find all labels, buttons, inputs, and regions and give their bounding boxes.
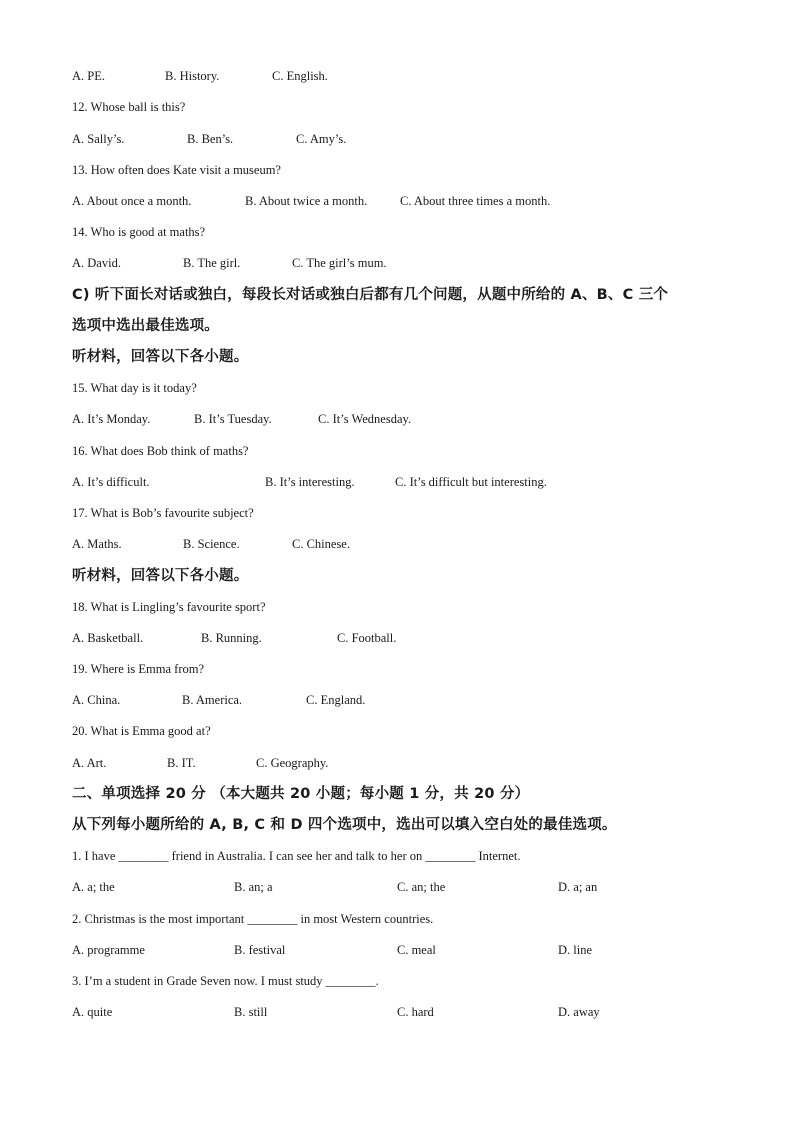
q20-option-c: C. Geography.	[256, 756, 329, 770]
q19-option-c: C. England.	[306, 693, 366, 707]
p1-option-a: A. a; the	[72, 880, 115, 894]
q11-option-b: B. History.	[165, 69, 220, 83]
q17-option-c: C. Chinese.	[292, 537, 350, 551]
p2-option-c: C. meal	[397, 943, 436, 957]
part2-title: 二、单项选择 20 分 （本大题共 20 小题；每小题 1 分，共 20 分）	[72, 786, 530, 802]
p3-option-b: B. still	[234, 1005, 268, 1019]
q16-option-b: B. It’s interesting.	[265, 475, 355, 489]
q19-stem: 19. Where is Emma from?	[72, 662, 205, 676]
q15-option-b: B. It’s Tuesday.	[194, 412, 272, 426]
q15-option-c: C. It’s Wednesday.	[318, 412, 412, 426]
part2-instruction: 从下列每小题所给的 A, B, C 和 D 四个选项中，选出可以填入空白处的最佳选项。	[72, 817, 617, 833]
q19-option-a: A. China.	[72, 693, 121, 707]
q15-stem: 15. What day is it today?	[72, 381, 197, 395]
q12-option-a: A. Sally’s.	[72, 132, 125, 146]
q13-option-a: A. About once a month.	[72, 194, 192, 208]
q18-option-a: A. Basketball.	[72, 631, 144, 645]
q20-option-a: A. Art.	[72, 756, 107, 770]
q13-stem: 13. How often does Kate visit a museum?	[72, 163, 281, 177]
q20-option-b: B. IT.	[167, 756, 196, 770]
q16-stem: 16. What does Bob think of maths?	[72, 444, 249, 458]
p2-option-a: A. programme	[72, 943, 145, 957]
q16-option-a: A. It’s difficult.	[72, 475, 150, 489]
q17-option-b: B. Science.	[183, 537, 240, 551]
p3-stem: 3. I’m a student in Grade Seven now. I must study ________.	[72, 974, 379, 988]
p1-stem: 1. I have ________ friend in Australia. I can see her and talk to her on ________ Internet.	[72, 849, 521, 863]
q11-option-a: A. PE.	[72, 69, 105, 83]
q17-stem: 17. What is Bob’s favourite subject?	[72, 506, 254, 520]
q15-option-a: A. It’s Monday.	[72, 412, 151, 426]
q18-option-c: C. Football.	[337, 631, 397, 645]
q14-option-c: C. The girl’s mum.	[292, 256, 387, 270]
q12-option-c: C. Amy’s.	[296, 132, 347, 146]
q11-option-c: C. English.	[272, 69, 328, 83]
q12-stem: 12. Whose ball is this?	[72, 100, 186, 114]
section-c-heading-line1: C) 听下面长对话或独白，每段长对话或独白后都有几个问题，从题中所给的 A、B、C 三个	[72, 287, 669, 303]
p1-option-b: B. an; a	[234, 880, 273, 894]
section-c-heading-line2: 选项中选出最佳选项。	[72, 318, 219, 334]
q14-option-a: A. David.	[72, 256, 121, 270]
q18-option-b: B. Running.	[201, 631, 262, 645]
q17-option-a: A. Maths.	[72, 537, 122, 551]
p2-option-b: B. festival	[234, 943, 286, 957]
q18-stem: 18. What is Lingling’s favourite sport?	[72, 600, 266, 614]
p3-option-d: D. away	[558, 1005, 600, 1019]
q14-stem: 14. Who is good at maths?	[72, 225, 206, 239]
section-c-instruction-1: 听材料，回答以下各小题。	[72, 349, 249, 365]
section-c-instruction-2: 听材料，回答以下各小题。	[72, 568, 249, 584]
q19-option-b: B. America.	[182, 693, 243, 707]
p3-option-c: C. hard	[397, 1005, 434, 1019]
p1-option-c: C. an; the	[397, 880, 446, 894]
p2-stem: 2. Christmas is the most important ________ in most Western countries.	[72, 912, 434, 926]
q13-option-c: C. About three times a month.	[400, 194, 551, 208]
p1-option-d: D. a; an	[558, 880, 598, 894]
q16-option-c: C. It’s difficult but interesting.	[395, 475, 547, 489]
q20-stem: 20. What is Emma good at?	[72, 724, 211, 738]
q13-option-b: B. About twice a month.	[245, 194, 368, 208]
q12-option-b: B. Ben’s.	[187, 132, 234, 146]
p2-option-d: D. line	[558, 943, 593, 957]
q14-option-b: B. The girl.	[183, 256, 241, 270]
p3-option-a: A. quite	[72, 1005, 113, 1019]
